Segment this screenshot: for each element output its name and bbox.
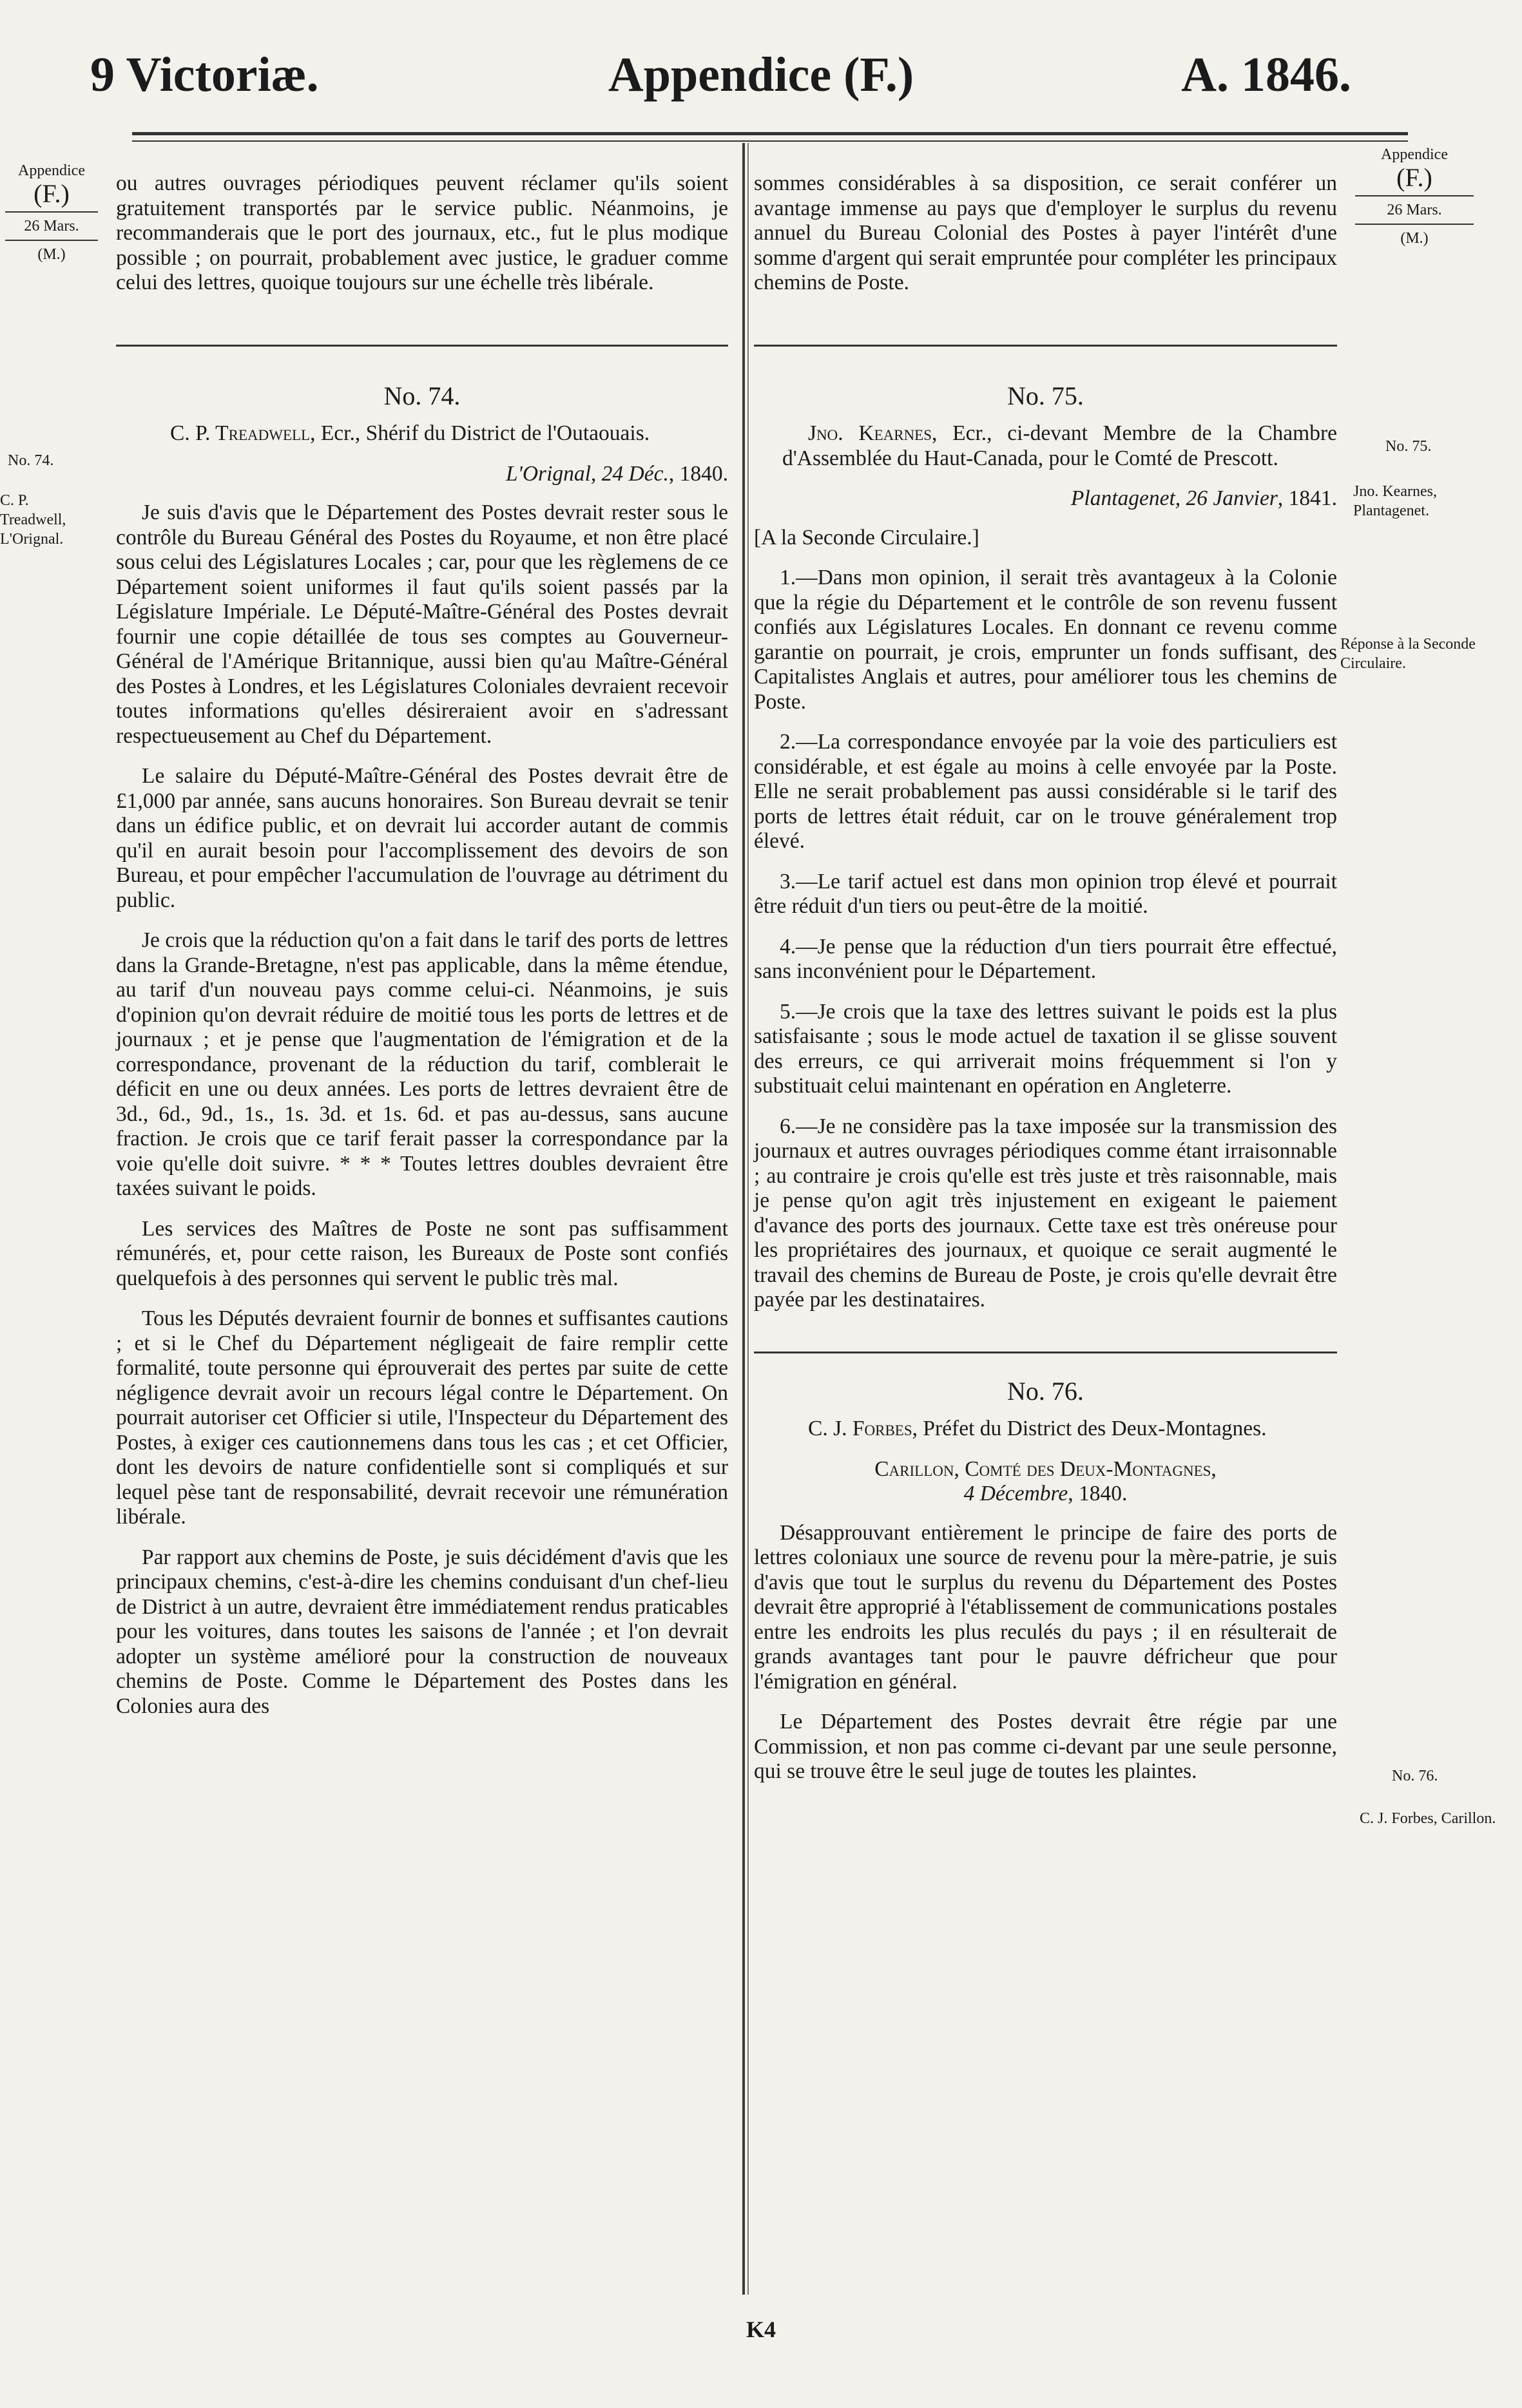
author-title: , Préfet du District des Deux-Montagnes. (912, 1417, 1267, 1440)
author-name: Jno. Kearnes (808, 421, 932, 445)
right-margin-no75: No. 75. (1385, 438, 1432, 455)
paragraph: Par rapport aux chemins de Poste, je suis décidément d'avis que les principaux chemins, c'est-à-dire les chemins conduisant d'un chef-lieu de District à un autre, devraient être immédiatement rendus praticables pour les voitures, dans toutes les saisons de l'année ; et l'on devrait adopter un système amélioré pour la construction de nouveaux chemins de Poste. Comme le Département des Postes dans les Colonies aura des (116, 1545, 728, 1718)
header-rule (132, 132, 1408, 135)
entry-number-76: No. 76. (1007, 1376, 1084, 1406)
date-year: , 1841. (1277, 486, 1337, 510)
date-year: , 1840. (668, 461, 728, 486)
column-divider-thin (747, 143, 749, 2295)
paragraph: 1.—Dans mon opinion, il serait très avantageux à la Colonie que la régie du Département et le contrôle de son revenu fussent confiés aux Législatures Locales. En donnant ce revenu comme garantie on pourrait, je crois, emprunter un fonds suffisant, des Capitalistes Anglais et autres, pour améliorer tous les chemins de Poste. (754, 566, 1337, 714)
margin-divider (1355, 195, 1474, 196)
entry-76-date (754, 1482, 1337, 1507)
paragraph: 2.—La correspondance envoyée par la voie des particuliers est considérable, et est égale au moins à celle envoyée par la Poste. Elle ne serait probablement pas aussi considérable si le tarif des ports de lettres était réduit, car on le trouve généralement trop élevé. (754, 730, 1337, 853)
entry-74-dateline (116, 462, 728, 487)
date-place: Plantagenet, 26 Janvier (1070, 486, 1278, 510)
left-intro-paragraph: ou autres ouvrages périodiques peuvent réclamer qu'ils soient gratuitement transportés par le service public. Néanmoins, je recommanderais que le port des journaux, etc., fut le plus modique possible ; on pourrait, probablement avec justice, le graduer comme celui des lettres, quoique toujours sur une échelle très libérale. (116, 171, 728, 294)
header-year: A. 1846. (1181, 48, 1351, 102)
date-day: 4 Décembre (963, 1482, 1068, 1505)
entry-76-place: Carillon, Comté des Deux-Montagnes, (874, 1457, 1217, 1481)
right-margin-no76: No. 76. (1392, 1768, 1438, 1784)
entry-76-author (754, 1417, 1337, 1442)
margin-date: 26 Mars. (24, 218, 79, 234)
paragraph: Le salaire du Député-Maître-Général des Postes devrait être de £1,000 par année, sans aucuns honoraires. Son Bureau devrait se tenir dans un édifice public, et on devrait lui accorder autant de commis qu'il en aurait besoin pour l'accomplissement des devoirs de son Bureau, et pour empêcher l'accumulation de l'ouvrage au détriment du public. (116, 764, 728, 912)
header-session: 9 Victoriæ. (90, 48, 319, 102)
margin-appendice-label: Appendice (1381, 146, 1448, 163)
section-separator (116, 345, 728, 347)
author-title: , Ecr., Shérif du District de l'Outaouais. (310, 421, 650, 445)
right-intro-paragraph: sommes considérables à sa disposition, ce serait conférer un avantage immense au pays que d'employer le surplus du revenu annuel du Bureau Colonial des Postes à payer l'intérêt d'une somme d'argent qui serait empruntée pour compléter les principaux chemins de Poste. (754, 171, 1337, 294)
left-margin-appendice (0, 161, 103, 264)
section-separator (754, 1352, 1337, 1353)
left-margin-treadwell: C. P. Treadwell, L'Orignal. (0, 492, 66, 548)
date-year: , 1840. (1068, 1482, 1128, 1505)
right-margin-forbes: C. J. Forbes, Carillon. (1360, 1810, 1496, 1827)
column-divider (742, 143, 745, 2295)
paragraph: Les services des Maîtres de Poste ne sont pas suffisamment rémunérés, et, pour cette raison, les Bureaux de Poste sont confiés quelquefois à des personnes qui servent le public très mal. (116, 1216, 728, 1290)
section-separator (754, 345, 1337, 347)
paragraph: Le Département des Postes devrait être régie par une Commission, et non pas comme ci-devant par une seule personne, qui se trouve être le seul juge de toutes les plaintes. (754, 1710, 1337, 1783)
paragraph: Désapprouvant entièrement le principe de faire des ports de lettres coloniaux une source de revenu pour la mère-patrie, je suis d'avis que tout le surplus du revenu du Département des Postes devrait être approprié à l'établissement de communications postales entre les endroits les plus reculés du pays ; il en résulterait de grands avantages tant pour le pauvre défricheur que pour l'émigration en général. (754, 1520, 1337, 1694)
right-margin-kearnes: Jno. Kearnes, Plantagenet. (1353, 483, 1437, 519)
margin-divider (5, 211, 98, 213)
paragraph: Tous les Députés devraient fournir de bonnes et suffisantes cautions ; et si le Chef du Département négligeait de faire remplir cette formalité, toute personne qui éprouverait des pertes par suite de cette négligence devrait avoir un recours légal contre le Département. On pourrait autoriser cet Officier si utile, l'Inspecteur du Département des Postes, à exiger ces cautionnemens dans tous les cas ; et cet Officier, dont les devoirs de nature confidentielle sont si compliqués et sur lequel pèse tant de responsabilité, devrait recevoir une rémunération libérale. (116, 1306, 728, 1529)
margin-appendice-letter: (F.) (1396, 163, 1432, 192)
right-margin-reponse: Réponse à la Seconde Circulaire. (1340, 636, 1476, 672)
date-place: L'Orignal, 24 Déc. (506, 461, 669, 486)
author-name: C. P. Treadwell (170, 421, 311, 445)
entry-75-author (754, 421, 1337, 471)
right-margin-appendice (1350, 145, 1479, 248)
left-column (116, 171, 728, 1734)
paragraph: 5.—Je crois que la taxe des lettres suivant le poids est la plus satisfaisante ; sous le mode actuel de taxation il se glisse souvent des erreurs, ce qui arriverait moins fréquemment si l'on y substituait celui maintenant en opération en Angleterre. (754, 999, 1337, 1098)
header-title: Appendice (F.) (608, 48, 914, 102)
left-margin-no74: No. 74. (8, 452, 54, 469)
margin-divider (1355, 224, 1474, 225)
margin-sub-letter: (M.) (1400, 230, 1429, 247)
entry-number-75: No. 75. (1007, 381, 1084, 410)
margin-appendice-label: Appendice (18, 162, 85, 179)
paragraph: 3.—Le tarif actuel est dans mon opinion trop élevé et pourrait être réduit d'un tiers ou peut-être de la moitié. (754, 869, 1337, 918)
paragraph: Je suis d'avis que le Département des Postes devrait rester sous le contrôle du Bureau Général des Postes du Royaume, et non être placé sous celui des Législatures Locales ; car, pour que les règlemens de ce Département soient uniformes il faut qu'ils soient passés par la Législature Impériale. Le Député-Maître-Général des Postes devrait fournir une copie détaillée de tous ses comptes au Gouverneur-Général de l'Amérique Britannique, aussi bien qu'au Maître-Général des Postes à Londres, et les Législatures Coloniales devraient recevoir toutes informations qu'elles désireraient avoir en s'adressant respectueusement au Chef du Département. (116, 501, 728, 748)
entry-74-author (116, 421, 728, 446)
author-name: C. J. Forbes (808, 1417, 912, 1440)
right-column (754, 171, 1337, 1800)
margin-divider (5, 240, 98, 241)
signature-mark: K4 (746, 2317, 776, 2342)
author-title: , Ecr., ci-devant Membre de la Chambre d'Assemblée du Haut-Canada, pour le Comté de Prescott. (782, 421, 1337, 470)
margin-appendice-letter: (F.) (34, 179, 70, 208)
paragraph: 4.—Je pense que la réduction d'un tiers pourrait être effectué, sans inconvénient pour le Département. (754, 934, 1337, 983)
circular-reference: [A la Seconde Circulaire.] (754, 525, 979, 549)
margin-sub-letter: (M.) (37, 246, 66, 263)
paragraph: Je crois que la réduction qu'on a fait dans le tarif des ports de lettres dans la Grande-Bretagne, n'est pas applicable, dans la même étendue, au tarif d'un nouveau pays comme celui-ci. Néanmoins, je suis d'opinion qu'on devrait réduire de moitié tous les ports de lettres et de journaux ; et je pense que l'augmentation de l'émigration et de la correspondance, provenant de la réduction du tarif, comblerait le déficit en une ou deux années. Les ports de lettres devraient être de 3d., 6d., 9d., 1s., 1s. 3d. et 1s. 6d. et pas au-dessus, sans aucune fraction. Je crois que ce tarif ferait passer la correspondance par la voie qu'elle doit suivre. * * * Toutes lettres doubles devraient être taxées suivant le poids. (116, 928, 728, 1200)
margin-date: 26 Mars. (1387, 202, 1442, 218)
entry-number-74: No. 74. (383, 381, 461, 410)
paragraph: 6.—Je ne considère pas la taxe imposée sur la transmission des journaux et autres ouvrages périodiques comme étant irraisonnable ; au contraire je crois qu'elle est très juste et très raisonnable, mais je pense qu'on agit très injustement en exigeant le paiement d'avance des ports des journaux. Cette taxe est très onéreuse pour les propriétaires des journaux, et quoique ce serait augmenté le travail des chemins de Bureau de Poste, je crois qu'elle devrait être payée par les destinataires. (754, 1114, 1337, 1312)
entry-75-dateline (754, 486, 1337, 511)
header-rule-thin (132, 140, 1408, 142)
